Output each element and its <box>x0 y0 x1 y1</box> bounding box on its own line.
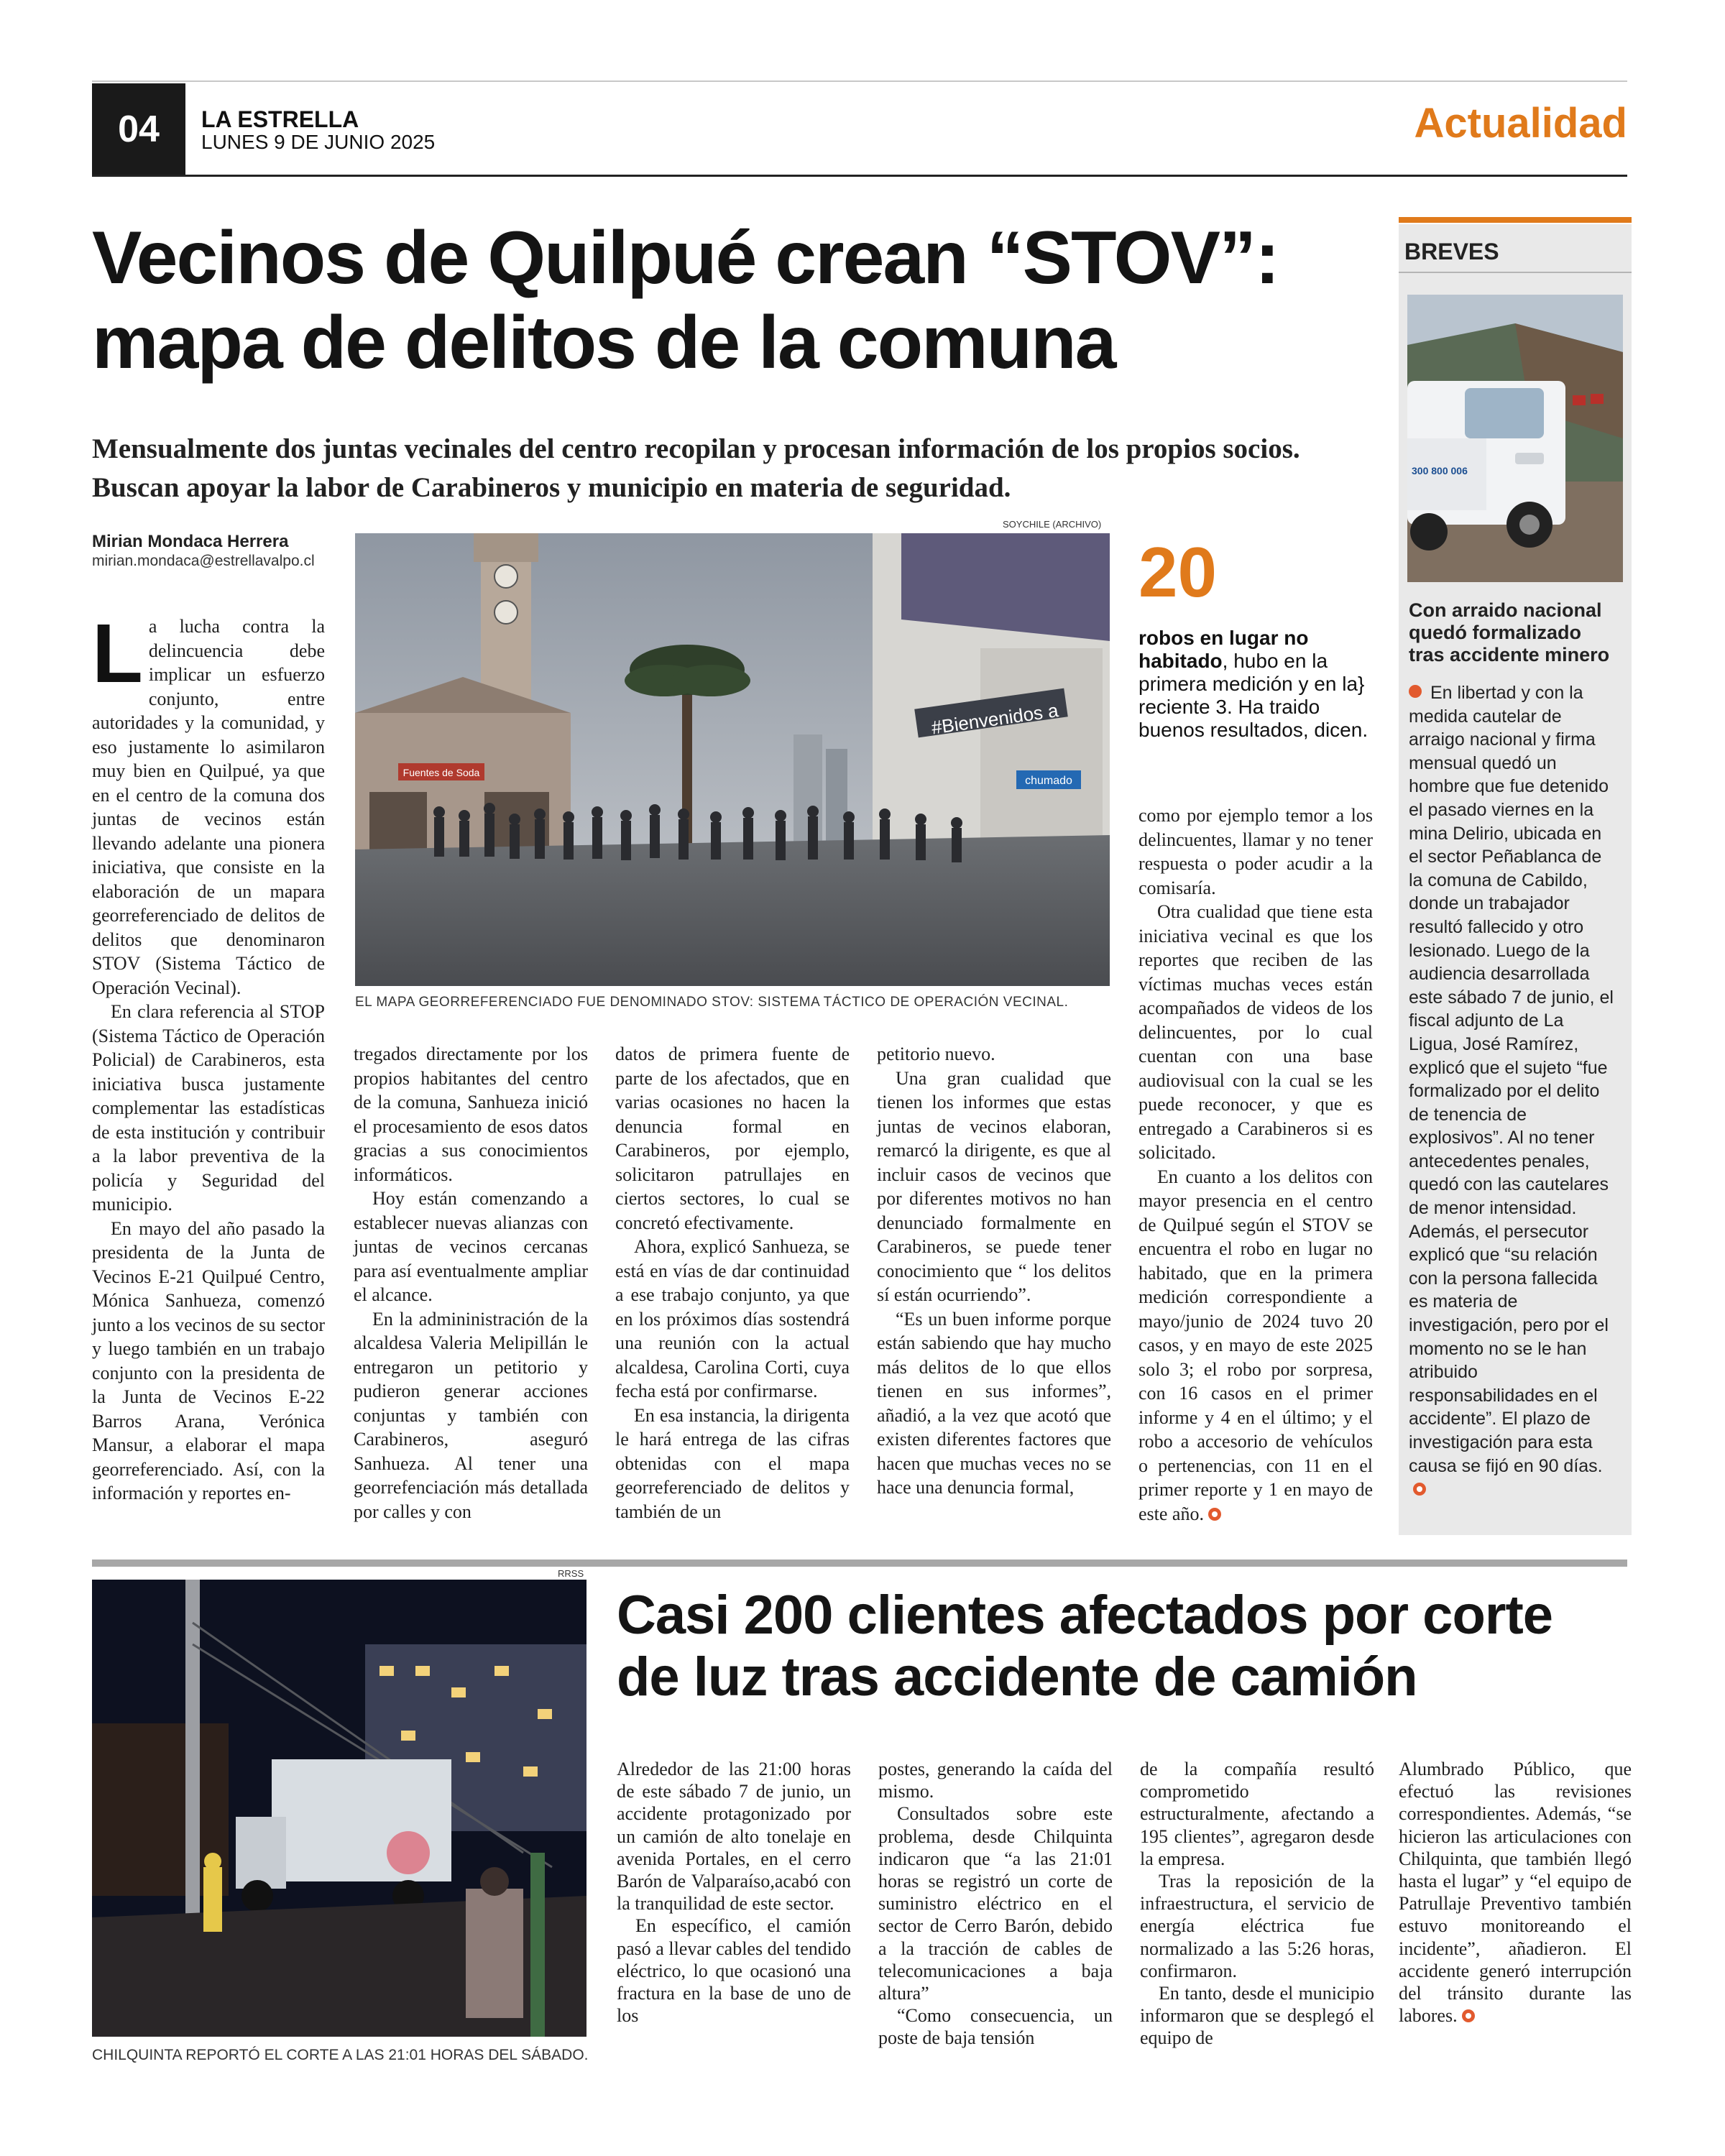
lead-column-1 <box>92 607 325 1506</box>
highlight-rest: , hubo en la primera medición y en la} reciente 3. Ha traido buenos resultados, dicen. <box>1138 650 1368 741</box>
second-paragraph: Tras la reposición de la infraestructura, el servicio de energía eléctrica fue normalizado a las 5:26 horas, confirmaron. <box>1140 1871 1374 1981</box>
newspaper-name: LA ESTRELLA <box>201 106 359 132</box>
lead-column-3 <box>615 1042 850 1524</box>
second-column-3 <box>1140 1758 1374 2050</box>
lead-text: En cuanto a los delitos con mayor presencia en el centro de Quilpué según el STOV se encuentra el robo en lugar no habitado, que en la primera medición correspondiente a mayo/junio de 2024 tuvo 20 casos, y en mayo de este 2025 solo 3; el robo por sorpresa, con 16 casos en el primer informe y 4 en el último; y el robo a accesorio de vehículos o pertenencias, con 11 en el primer reporte y 1 en mayo de este año. <box>1138 1166 1373 1524</box>
second-headline-line1: Casi 200 clientes afectados por corte <box>617 1585 1553 1646</box>
second-paragraph: de la compañía resultó comprometido estructuralmente, afectando a 195 clientes”, agregaron desde la empresa. <box>1140 1759 1374 1869</box>
lead-paragraph: petitorio nuevo. <box>877 1044 995 1064</box>
lead-paragraph: En mayo del año pasado la presidenta de la Junta de Vecinos E-21 Quilpué Centro, Mónica Sanhueza, comenzó junto a los vecinos de su sector y luego también en un trabajo conjunto con la presidenta de la Junta de Vecinos E-22 Barros Arana, Verónica Mansur, a elaborar el mapa georreferenciado. Así, con la información y reportes en- <box>92 1217 325 1503</box>
top-rule <box>92 80 1627 82</box>
lead-column-2 <box>354 1042 588 1524</box>
lead-headline-line2: mapa de delitos de la comuna <box>92 301 1116 384</box>
lead-deck: Mensualmente dos juntas vecinales del centro recopilan y procesan información de los propios socios. Buscan apoyar la labor de Carabineros y municipio en materia de seguridad. <box>92 433 1300 503</box>
second-paragraph: En específico, el camión pasó a llevar cables del tendido eléctrico, lo que ocasionó una fractura en la base de uno de los <box>617 1915 851 2027</box>
lead-paragraph: En la admininistración de la alcaldesa Valeria Melipillán le entregaron un petitorio y pudieron generar acciones conjuntas y también con Carabineros, aseguró Sanhueza. Al tener una georrefenciación más detallada por calles y con <box>354 1308 588 1522</box>
second-column-4 <box>1399 1758 1632 2027</box>
sidebar-body <box>1409 681 1617 1501</box>
second-headline-line2: de luz tras accidente de camión <box>617 1646 1417 1708</box>
lead-paragraph: como por ejemplo temor a los delincuentes, llamar y no tener respuesta o poder acudir a la comisaría. <box>1138 805 1373 898</box>
page-number: 04 <box>92 83 185 175</box>
street-photo <box>355 533 1110 986</box>
lead-column-5 <box>1138 803 1373 1526</box>
author-name: Mirian Mondaca Herrera <box>92 532 289 551</box>
second-paragraph: “Como consecuencia, un poste de baja tensión <box>878 2005 1113 2049</box>
welcome-sign: #Bienvenidos a <box>929 699 1060 739</box>
lead-headline-line1: Vecinos de Quilpué crean “STOV”: <box>92 216 1279 300</box>
photo-caption: EL MAPA GEORREFERENCIADO FUE DENOMINADO STOV: SISTEMA TÁCTICO DE OPERACIÓN VECINAL. <box>355 995 1069 1010</box>
lead-paragraph: “Es un buen informe porque están sabiendo que hay mucho más delitos de lo que ellos tienen en sus informes”, añadió, a la vez que acotó que existen diferentes factores que hacen que muchas veces no se hace una denuncia formal, <box>877 1308 1111 1498</box>
photo-caption: CHILQUINTA REPORTÓ EL CORTE A LAS 21:01 HORAS DEL SÁBADO. <box>92 2047 589 2063</box>
second-headline <box>617 1585 1637 1708</box>
second-text: Alumbrado Público, que efectuó las revisiones correspondientes. Además, “se hicieron las articulaciones con Chilquinta, que también llegó hasta el lugar” y “el equipo de Patrullaje Preventivo también estuvo monitoreando el incidente”, añadieron. El accidente generó interrupción del tránsito durante las labores. <box>1399 1759 1632 2027</box>
second-paragraph: En tanto, desde el municipio informaron que se desplegó el equipo de <box>1140 1983 1374 2049</box>
store-sign: Fuentes de Soda <box>402 767 480 778</box>
sidebar-headline: Con arraido nacional quedó formalizado tras accidente minero <box>1409 599 1610 665</box>
lead-paragraph <box>1138 1165 1373 1526</box>
sidebar-accent <box>1399 217 1632 223</box>
highlight-number: 20 <box>1138 533 1218 612</box>
lead-headline <box>92 216 1386 385</box>
lead-paragraph: En clara referencia al STOP (Sistema Táctico de Operación Policial) de Carabineros, esta iniciativa busca justamente complementar las estadísticas de esta institución y contribuir a la labor preventiva de la policía y Seguridad del municipio. <box>92 1001 325 1215</box>
second-paragraph: Consultados sobre este problema, desde Chilquinta indicaron que “a las 21:01 horas se registró un corte de suministro eléctrico en el sector de Cerro Barón, debido a la tracción de cables de telecomunicaciones a baja altura” <box>878 1803 1113 2004</box>
photo-credit: RRSS <box>558 1568 584 1579</box>
lead-paragraph: Hoy están comenzando a establecer nuevas alianzas con juntas de vecinos cercanas para así eventualmente ampliar el alcance. <box>354 1188 588 1305</box>
highlight-bold: robos en lugar no habitado <box>1138 627 1309 672</box>
second-paragraph <box>1399 1758 1632 2027</box>
highlight-text <box>1138 627 1368 742</box>
second-column-2 <box>878 1758 1113 2050</box>
header-rule <box>92 175 1627 177</box>
end-mark-icon <box>1413 1483 1426 1496</box>
sidebar-text: En libertad y con la medida cautelar de arraigo nacional y firma mensual quedó un hombre que fue detenido el pasado viernes en la mina Delirio, ubicada en el sector Peñablanca de la comuna de Cabildo, donde un trabajador resultó fallecido y otro lesionado. Luego de la audiencia desarrollada este sábado 7 de junio, el fiscal adjunto de La Ligua, José Ramírez, explicó que el sujeto “fue formalizado por el delito de tenencia de explosivos”. Al no tener antecedentes penales, quedó con las cautelares de menor intensidad. Además, el persecutor explicó que “su relación con la persona fallecida es materia de investigación, pero por el momento no se le han atribuido responsabilidades en el accidente”. El plazo de investigación para esta causa se fijó en 90 días. <box>1409 683 1614 1476</box>
lead-column-4 <box>877 1042 1111 1500</box>
issue-date: LUNES 9 DE JUNIO 2025 <box>201 131 436 153</box>
bullet-icon <box>1409 685 1422 698</box>
section-label[interactable]: Actualidad <box>1414 100 1627 147</box>
truck-photo <box>1407 295 1623 582</box>
author-email[interactable]: mirian.mondaca@estrellavalpo.cl <box>92 553 315 569</box>
lead-paragraph: Ahora, explicó Sanhueza, se está en vías de dar continuidad a ese trabajo conjunto, ya que en los próximos días sostendrá una reunión con la actual alcaldesa, Carolina Corti, cuya fecha está por confirmarse. <box>615 1236 850 1401</box>
second-paragraph: postes, generando la caída del mismo. <box>878 1759 1113 1802</box>
end-mark-icon <box>1462 2009 1475 2022</box>
shop-sign: chumado <box>1025 775 1072 787</box>
second-paragraph: Alrededor de las 21:00 horas de este sábado 7 de junio, un accidente protagonizado por un camión de alto tonelaje en avenida Portales, en el cerro Barón de Valparaíso,acabó con la tranquilidad de este sector. <box>617 1759 851 1915</box>
lead-paragraph: En esa instancia, la dirigenta le hará entrega de las cifras obtenidas con el mapa georreferenciado de delitos y también de un <box>615 1404 850 1522</box>
sidebar-title: BREVES <box>1404 239 1499 264</box>
night-accident-photo <box>92 1580 586 2037</box>
photo-credit: SOYCHILE (ARCHIVO) <box>1003 519 1102 530</box>
drop-cap: L <box>92 607 143 700</box>
lead-paragraph: Una gran cualidad que tienen los informes que estas juntas de vecinos elaboran, remarcó la dirigente, es que al incluir casos de vecinos que por diferentes motivos no han denunciado formalmente en Carabineros, se puede tener conocimiento que “ los delitos sí están ocurriendo”. <box>877 1067 1111 1305</box>
lead-paragraph: datos de primera fuente de parte de los afectados, que en varias ocasiones no hacen la denuncia formal en Carabineros, por ejemplo, solicitaron patrullajes en ciertos sectores, lo cual se concretó efectivamente. <box>615 1044 850 1233</box>
second-column-1 <box>617 1758 851 2027</box>
sidebar-title-rule <box>1399 272 1632 273</box>
lead-paragraph: tregados directamente por los propios habitantes del centro de la comuna, Sanhueza inició el procesamiento de esos datos gracias a sus conocimientos informáticos. <box>354 1044 588 1185</box>
truck-number: 300 800 006 <box>1412 465 1468 476</box>
lead-text: a lucha contra la delincuencia debe implicar un esfuerzo conjunto, entre autoridades y la comunidad, y eso justamente lo asimilaron muy bien en Quilpué, ya que en el centro de la comuna dos juntas de vecinos están llevando adelante una pionera iniciativa, que consiste en la elaboración de un mapara georreferenciado de delitos de delitos que denominaron STOV (Sistema Táctico de Operación Vecinal). <box>92 616 325 998</box>
story-divider <box>92 1560 1627 1567</box>
end-mark-icon <box>1208 1508 1221 1521</box>
lead-paragraph <box>92 607 325 1000</box>
lead-paragraph: Otra cualidad que tiene esta iniciativa vecinal es que los reportes que reciben de las víctimas muchas veces están acompañados de videos de los delincuentes, por lo cual cuentan con una base audiovisual con la cual se les puede reconocer, y que es entregado a Carabineros si es solicitado. <box>1138 901 1373 1163</box>
